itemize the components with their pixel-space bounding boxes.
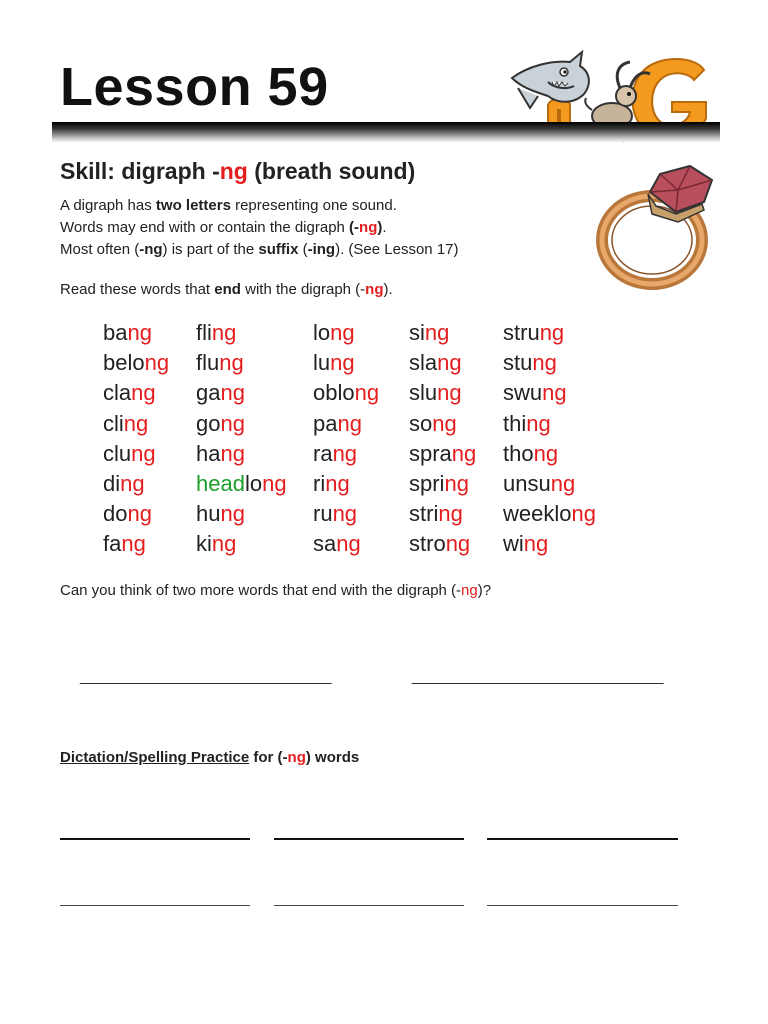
word-stem: fli bbox=[196, 320, 212, 345]
word-stem: ki bbox=[196, 531, 212, 557]
word-ng-ending: ng bbox=[131, 380, 156, 406]
word-ng-ending: ng bbox=[325, 471, 350, 497]
word-column-3 bbox=[313, 318, 379, 560]
word-item bbox=[409, 348, 476, 378]
word-item bbox=[409, 529, 476, 559]
word-item bbox=[103, 348, 169, 378]
word-stem: flu bbox=[196, 350, 220, 376]
answer-blank-2[interactable]: ________________________________ bbox=[412, 668, 663, 685]
word-ng-ending: ng bbox=[220, 440, 245, 466]
word-column-4 bbox=[409, 318, 476, 560]
word-item bbox=[313, 499, 379, 529]
word-stem: sla bbox=[409, 350, 438, 376]
word-compound-prefix: head bbox=[196, 471, 245, 497]
word-ng-ending: ng bbox=[539, 320, 565, 345]
dictation-line-4[interactable] bbox=[60, 905, 250, 906]
word-item bbox=[103, 499, 169, 529]
word-ng-ending: ng bbox=[330, 320, 355, 345]
word-item bbox=[409, 499, 476, 529]
word-column-1 bbox=[103, 318, 169, 560]
word-item bbox=[196, 378, 287, 408]
word-ng-ending: ng bbox=[220, 501, 245, 527]
word-item bbox=[409, 378, 476, 408]
word-item bbox=[196, 529, 287, 559]
word-item bbox=[313, 439, 379, 469]
word-stem: stu bbox=[503, 350, 533, 376]
intro-line-2: Words may end with or contain the digraph (-ng). bbox=[60, 219, 387, 236]
skill-heading: Skill: digraph -ng (breath sound) bbox=[60, 158, 416, 184]
word-ng-ending: ng bbox=[445, 531, 471, 557]
word-ng-ending: ng bbox=[220, 410, 245, 436]
word-ng-ending: ng bbox=[523, 531, 549, 557]
word-item bbox=[503, 499, 596, 529]
word-stem: sa bbox=[313, 531, 337, 557]
word-stem: do bbox=[103, 501, 128, 527]
word-item bbox=[503, 529, 596, 559]
word-ng-ending: ng bbox=[336, 531, 361, 557]
dictation-line-2[interactable] bbox=[274, 838, 464, 840]
word-item bbox=[196, 318, 287, 348]
word-item bbox=[103, 529, 169, 559]
word-item bbox=[313, 348, 379, 378]
dictation-line-6[interactable] bbox=[487, 905, 678, 906]
word-item bbox=[409, 409, 476, 439]
dictation-heading: Dictation/Spelling Practice for (-ng) words bbox=[60, 749, 360, 766]
word-stem: lo bbox=[244, 471, 263, 497]
word-ng-ending: ng bbox=[337, 410, 362, 436]
word-stem: pa bbox=[313, 410, 338, 436]
word-stem: hu bbox=[196, 501, 221, 527]
answer-blank-1[interactable]: ________________________________ bbox=[80, 668, 331, 685]
word-ng-ending: ng bbox=[219, 350, 244, 376]
word-stem: fa bbox=[103, 531, 122, 557]
word-stem: lu bbox=[313, 350, 331, 376]
lesson-title: Lesson 59 bbox=[60, 57, 329, 117]
word-ng-ending: ng bbox=[332, 501, 358, 527]
word-item bbox=[409, 439, 476, 469]
word-item bbox=[503, 348, 596, 378]
word-ng-ending: ng bbox=[211, 320, 237, 345]
word-item bbox=[313, 378, 379, 408]
dictation-line-5[interactable] bbox=[274, 905, 464, 906]
word-item bbox=[503, 439, 596, 469]
word-list-instruction: Read these words that end with the digraph (-ng). bbox=[60, 281, 393, 298]
word-item bbox=[103, 318, 169, 348]
word-stem: belo bbox=[103, 350, 145, 376]
word-stem: wi bbox=[503, 531, 524, 557]
word-ng-ending: ng bbox=[330, 350, 355, 376]
word-ng-ending: ng bbox=[451, 440, 477, 466]
word-ng-ending: ng bbox=[437, 380, 462, 406]
title-divider-bar bbox=[52, 122, 720, 142]
word-stem: ra bbox=[313, 440, 333, 466]
word-stem: ru bbox=[313, 501, 333, 527]
word-ng-ending: ng bbox=[424, 320, 450, 345]
word-stem: lo bbox=[313, 320, 331, 345]
word-stem: spri bbox=[409, 471, 445, 497]
word-item bbox=[313, 409, 379, 439]
word-ng-ending: ng bbox=[437, 350, 462, 376]
word-item bbox=[503, 318, 596, 348]
word-item bbox=[409, 469, 476, 499]
word-stem: cli bbox=[103, 410, 124, 436]
word-stem: clu bbox=[103, 440, 132, 466]
word-stem: slu bbox=[409, 380, 438, 406]
word-ng-ending: ng bbox=[220, 380, 245, 406]
word-ng-ending: ng bbox=[532, 350, 557, 376]
word-stem: so bbox=[409, 410, 433, 436]
word-item bbox=[503, 469, 596, 499]
word-stem: stro bbox=[409, 531, 446, 557]
word-column-5 bbox=[503, 318, 596, 560]
word-stem: ri bbox=[313, 471, 326, 497]
word-ng-ending: ng bbox=[120, 471, 145, 497]
word-item bbox=[196, 469, 287, 499]
word-stem: swu bbox=[503, 380, 543, 406]
dictation-line-3[interactable] bbox=[487, 838, 678, 840]
word-stem: unsu bbox=[503, 471, 551, 497]
word-stem: spra bbox=[409, 440, 452, 466]
word-ng-ending: ng bbox=[332, 440, 358, 466]
word-item bbox=[103, 469, 169, 499]
word-item bbox=[196, 348, 287, 378]
word-ng-ending: ng bbox=[526, 410, 551, 436]
word-item bbox=[196, 499, 287, 529]
word-stem: ha bbox=[196, 440, 221, 466]
word-ng-ending: ng bbox=[123, 410, 149, 436]
word-ng-ending: ng bbox=[262, 471, 287, 497]
word-stem: weeklo bbox=[503, 501, 572, 527]
dictation-line-1[interactable] bbox=[60, 838, 250, 840]
word-stem: thi bbox=[503, 410, 527, 436]
word-ng-ending: ng bbox=[144, 350, 170, 376]
word-ng-ending: ng bbox=[533, 440, 559, 466]
word-stem: tho bbox=[503, 440, 534, 466]
word-stem: di bbox=[103, 471, 121, 497]
word-item bbox=[103, 378, 169, 408]
word-stem: oblo bbox=[313, 380, 355, 406]
word-ng-ending: ng bbox=[444, 471, 469, 497]
word-stem: ga bbox=[196, 380, 221, 406]
word-stem: stri bbox=[409, 501, 439, 527]
word-item bbox=[196, 409, 287, 439]
intro-line-3: Most often (-ng) is part of the suffix (-ing). (See Lesson 17) bbox=[60, 241, 459, 258]
word-ng-ending: ng bbox=[438, 501, 463, 527]
word-item bbox=[503, 378, 596, 408]
word-ng-ending: ng bbox=[571, 501, 596, 527]
word-ng-ending: ng bbox=[542, 380, 567, 406]
word-item bbox=[409, 318, 476, 348]
word-item bbox=[313, 529, 379, 559]
word-stem: ba bbox=[103, 320, 128, 345]
word-ng-ending: ng bbox=[354, 380, 380, 406]
word-ng-ending: ng bbox=[211, 531, 237, 557]
word-item bbox=[313, 469, 379, 499]
word-ng-ending: ng bbox=[131, 440, 156, 466]
word-ng-ending: ng bbox=[121, 531, 146, 557]
word-stem: cla bbox=[103, 380, 132, 406]
word-item bbox=[196, 439, 287, 469]
word-stem: stru bbox=[503, 320, 540, 345]
intro-line-1: A digraph has two letters representing one sound. bbox=[60, 197, 397, 214]
word-ng-ending: ng bbox=[127, 320, 152, 345]
question-prompt: Can you think of two more words that end with the digraph (-ng)? bbox=[60, 582, 492, 599]
word-item bbox=[103, 439, 169, 469]
word-item bbox=[103, 409, 169, 439]
word-stem: si bbox=[409, 320, 425, 345]
word-column-2 bbox=[196, 318, 287, 560]
word-ng-ending: ng bbox=[127, 501, 152, 527]
word-item bbox=[503, 409, 596, 439]
word-stem: go bbox=[196, 410, 221, 436]
word-ng-ending: ng bbox=[432, 410, 457, 436]
word-item bbox=[313, 318, 379, 348]
word-ng-ending: ng bbox=[550, 471, 576, 497]
ruby-ring-illustration bbox=[594, 156, 718, 290]
